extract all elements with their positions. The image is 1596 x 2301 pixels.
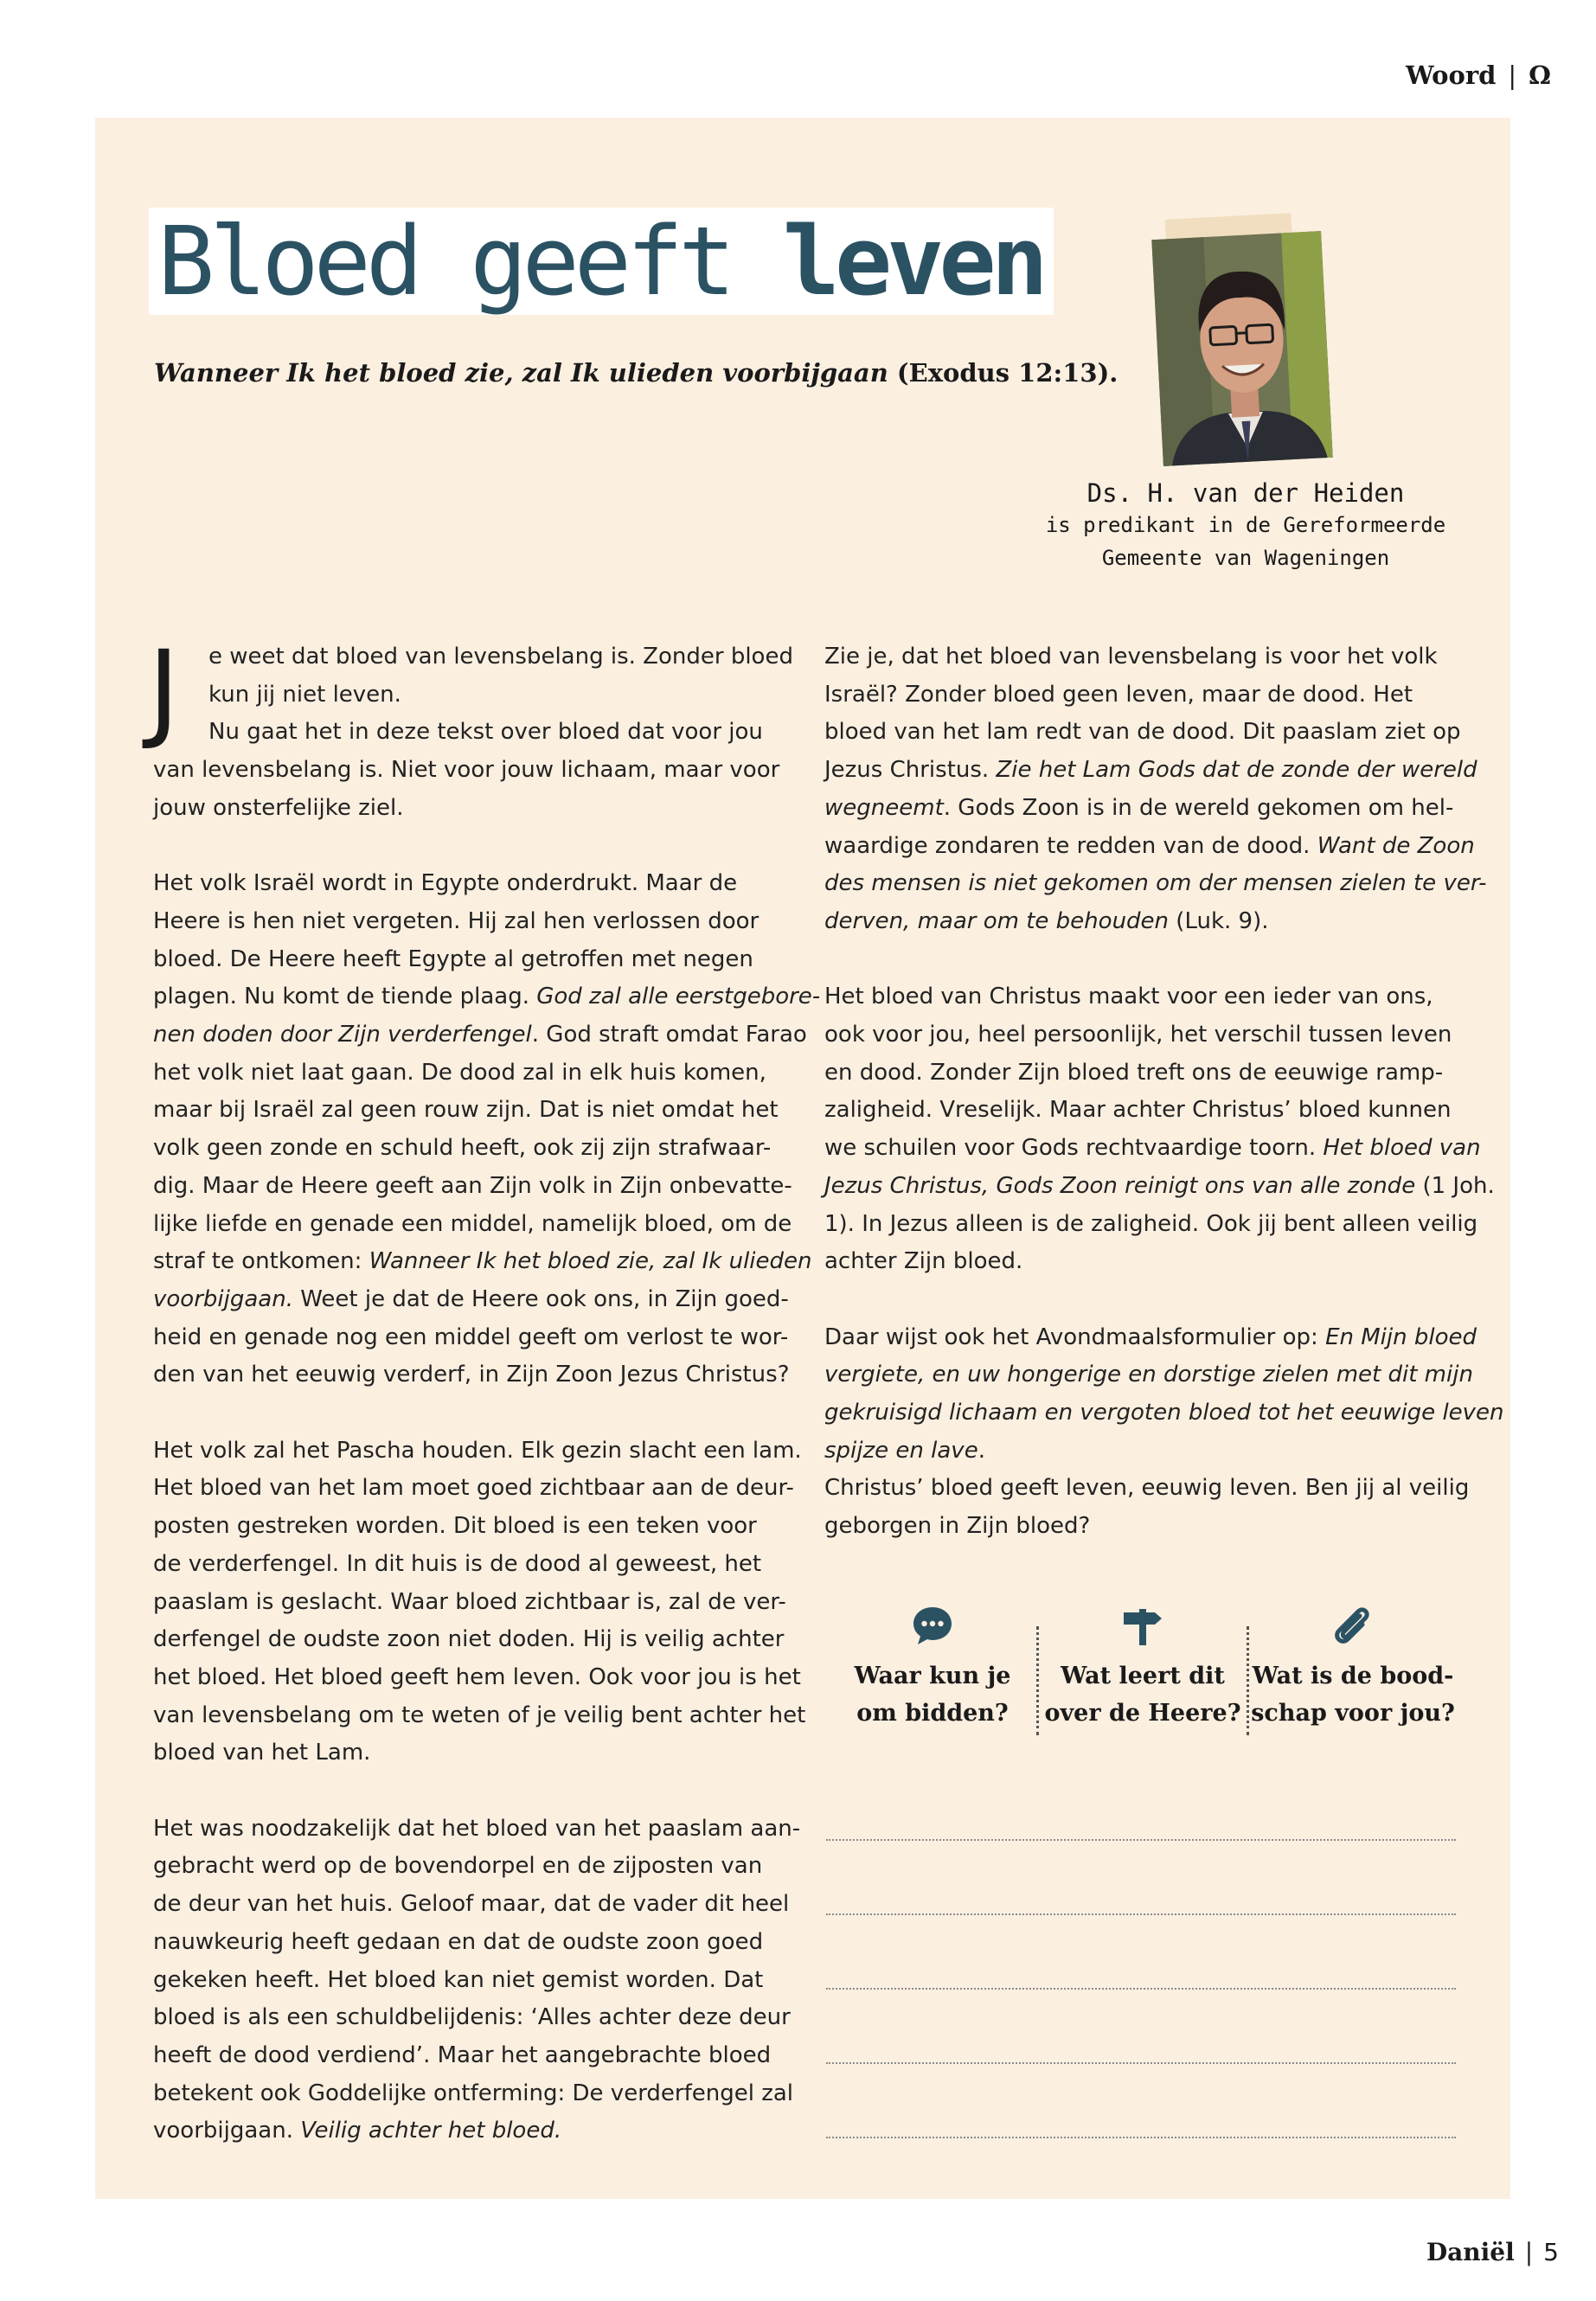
text-run: we schuilen voor Gods rechtvaardige toorn. <box>824 1135 1324 1162</box>
question-pray <box>829 1604 1036 1742</box>
text-line: Het volk zal het Pascha houden. Elk gezin slacht een lam. <box>153 1437 802 1464</box>
text-run: . Gods Zoon is in de wereld gekomen om hel- <box>943 794 1454 821</box>
italic-run: En Mijn bloed <box>1325 1324 1477 1350</box>
signpost-icon <box>1120 1604 1165 1649</box>
page-title <box>157 206 1043 317</box>
title-box <box>149 208 1054 315</box>
text-line: paaslam is geslacht. Waar bloed zichtbaar is, zal de ver- <box>153 1588 786 1615</box>
italic-run: spijze en lave <box>824 1437 978 1464</box>
text-line: lijke liefde en genade een middel, namelijk bloed, om de <box>153 1210 792 1237</box>
text-line <box>824 1130 1481 1168</box>
section-tag <box>1406 61 1551 90</box>
italic-run: nen doden door Zijn verderfengel <box>153 1022 532 1048</box>
italic-run: vergiete, en uw hongerige en dorstige zielen met dit mijn <box>824 1362 1473 1388</box>
text-line: betekent ook Goddelijke ontferming: De verderfengel zal <box>153 2080 794 2106</box>
body-column-left <box>148 628 821 2150</box>
text-line <box>824 790 1460 828</box>
answer-line[interactable] <box>826 1988 1456 1990</box>
author-role-line-2: Gemeente van Wageningen <box>1101 546 1390 570</box>
paragraph-4 <box>153 1811 801 2150</box>
text-line: achter Zijn bloed. <box>824 1248 1023 1275</box>
page-number: 5 <box>1543 2238 1559 2266</box>
text-line <box>824 752 1477 790</box>
text-run: (1 Joh. <box>1415 1172 1495 1199</box>
text-line: bloed. De Heere heeft Egypte al getroffen met negen <box>153 945 753 972</box>
text-line: ook voor jou, heel persoonlijk, het verschil tussen leven <box>824 1022 1452 1048</box>
text-line: de verderfengel. In dit huis is de dood al geweest, het <box>153 1550 762 1577</box>
italic-run: des mensen is niet gekomen om der mensen zielen te ver- <box>824 870 1487 897</box>
text-line <box>824 828 1475 866</box>
text-line: dig. Maar de Heere geeft aan Zijn volk in Zijn onbevatte- <box>153 1172 792 1199</box>
text-run: (Luk. 9). <box>1169 907 1269 934</box>
text-line <box>153 978 821 1016</box>
paragraph-1 <box>148 628 793 828</box>
chat-bubble-icon <box>910 1604 955 1649</box>
text-line: het volk niet laat gaan. De dood zal in elk huis komen, <box>153 1059 766 1086</box>
author-role-line-1: is predikant in de Gereformeerde <box>1045 513 1446 537</box>
text-run: Daar wijst ook het Avondmaalsformulier op: <box>824 1324 1326 1350</box>
text-line: van levensbelang is. Niet voor jouw lichaam, maar voor <box>153 757 780 784</box>
question-line: Waar kun je <box>854 1663 1011 1689</box>
question-learn <box>1039 1604 1247 1742</box>
italic-run: Zie het Lam Gods dat de zonde der wereld <box>996 757 1477 784</box>
section-label: Woord <box>1405 61 1497 90</box>
text-line: nauwkeurig heeft gedaan en dat de oudste zoon goed <box>153 1928 764 1955</box>
footer-separator: | <box>1524 2238 1534 2266</box>
answer-line[interactable] <box>826 1913 1456 1915</box>
text-line <box>824 1319 1477 1357</box>
bible-verse <box>154 358 1118 388</box>
italic-run: Wanneer Ik het bloed zie, zal Ik ulieden <box>369 1248 812 1275</box>
question-line: Wat leert dit <box>1061 1663 1225 1689</box>
paperclip-icon <box>1330 1604 1375 1649</box>
italic-run: Veilig achter het bloed. <box>300 2118 562 2144</box>
text-line: heeft de dood verdiend’. Maar het aangebrachte bloed <box>153 2041 772 2068</box>
drop-cap: J <box>148 628 180 753</box>
text-line: gekeken heeft. Het bloed kan niet gemist worden. Dat <box>153 1966 764 1993</box>
text-line: bloed van het lam redt van de dood. Dit paaslam ziet op <box>824 719 1461 746</box>
text-line: jouw onsterfelijke ziel. <box>153 794 404 821</box>
text-line: maar bij Israël zal geen rouw zijn. Dat is niet omdat het <box>153 1097 779 1124</box>
italic-run: wegneemt <box>824 794 944 821</box>
reflection-questions <box>829 1604 1457 1742</box>
answer-line[interactable] <box>826 2062 1456 2064</box>
verse-text: Wanneer Ik het bloed zie, zal Ik ulieden voorbijgaan <box>154 358 888 388</box>
text-line <box>153 2112 781 2150</box>
author-name: Ds. H. van der Heiden <box>1086 478 1405 508</box>
text-line <box>824 1356 1473 1394</box>
text-line: de deur van het huis. Geloof maar, dat de vader dit heel <box>153 1891 790 1918</box>
text-run: voorbijgaan. <box>153 2118 301 2144</box>
text-run: waardige zondaren te redden van de dood. <box>824 832 1317 859</box>
paragraph-2 <box>153 865 821 1394</box>
omega-icon: Ω <box>1529 61 1551 90</box>
answer-line[interactable] <box>826 1839 1456 1841</box>
text-line: bloed van het Lam. <box>153 1740 371 1766</box>
text-line <box>824 1433 1460 1471</box>
text-line <box>824 903 1460 941</box>
text-line: posten gestreken worden. Dit bloed is een teken voor <box>153 1513 757 1540</box>
author-photo <box>1151 231 1332 466</box>
italic-run: Het bloed van <box>1323 1135 1481 1162</box>
italic-run: Jezus Christus, Gods Zoon reinigt ons van alle zonde <box>824 1172 1416 1199</box>
text-line <box>153 1243 812 1281</box>
italic-run: God zal alle eerstgebore- <box>536 984 821 1010</box>
text-run: plagen. Nu komt de tiende plaag. <box>153 984 537 1010</box>
paragraph-6 <box>824 978 1495 1281</box>
answer-line[interactable] <box>826 2137 1456 2138</box>
text-line: van levensbelang om te weten of je veilig bent achter het <box>153 1702 806 1728</box>
paragraph-3 <box>153 1433 806 1772</box>
text-run: . God straft omdat Farao <box>531 1022 807 1048</box>
text-line: e weet dat bloed van levensbelang is. Zonder bloed <box>208 644 793 670</box>
text-line: Zie je, dat het bloed van levensbelang is voor het volk <box>824 644 1438 670</box>
text-line: Het was noodzakelijk dat het bloed van het paaslam aan- <box>153 1815 801 1842</box>
text-line: Israël? Zonder bloed geen leven, maar de dood. Het <box>824 681 1413 708</box>
text-line: gebracht werd op de bovendorpel en de zijposten van <box>153 1853 763 1880</box>
text-line <box>153 1281 789 1319</box>
question-text <box>855 1657 1011 1732</box>
author-caption <box>1029 478 1462 574</box>
italic-run: voorbijgaan. <box>153 1285 293 1312</box>
title-part-1: Bloed geeft <box>157 206 731 317</box>
text-line: geborgen in Zijn bloed? <box>824 1513 1091 1540</box>
question-line: over de Heere? <box>1044 1700 1241 1727</box>
text-line: Het bloed van Christus maakt voor een ieder van ons, <box>824 984 1433 1010</box>
italic-run: derven, maar om te behouden <box>824 907 1170 934</box>
text-line: heid en genade nog een middel geeft om verlost te wor- <box>153 1324 789 1350</box>
question-message <box>1249 1604 1457 1742</box>
verse-reference: (Exodus 12:13). <box>896 358 1118 388</box>
text-line: kun jij niet leven. <box>208 681 401 708</box>
text-line: het bloed. Het bloed geeft hem leven. Ook voor jou is het <box>153 1663 801 1690</box>
text-line: Heere is hen niet vergeten. Hij zal hen verlossen door <box>153 907 760 934</box>
text-line <box>153 1016 807 1054</box>
text-run: . <box>977 1437 985 1464</box>
text-line: Nu gaat het in deze tekst over bloed dat voor jou <box>208 719 763 746</box>
text-line: zaligheid. Vreselijk. Maar achter Christus’ bloed kunnen <box>824 1097 1452 1124</box>
text-line: volk geen zonde en schuld heeft, ook zij zijn strafwaar- <box>153 1135 772 1162</box>
magazine-name: Daniël <box>1426 2238 1515 2266</box>
text-line: bloed is als een schuldbelijdenis: ‘Alles achter deze deur <box>153 2004 791 2031</box>
italic-run: Want de Zoon <box>1317 832 1475 859</box>
italic-run: gekruisigd lichaam en vergoten bloed tot het eeuwige leven <box>824 1400 1504 1426</box>
text-line: Het bloed van het lam moet goed zichtbaar aan de deur- <box>153 1475 794 1502</box>
text-line <box>824 1168 1495 1206</box>
text-line: en dood. Zonder Zijn bloed treft ons de eeuwige ramp- <box>824 1059 1444 1086</box>
text-line: 1). In Jezus alleen is de zaligheid. Ook jij bent alleen veilig <box>824 1210 1478 1237</box>
text-line: derfengel de oudste zoon niet doden. Hij is veilig achter <box>153 1626 785 1653</box>
section-separator: | <box>1508 61 1517 90</box>
question-line: schap voor jou? <box>1251 1700 1455 1727</box>
text-line: Christus’ bloed geeft leven, eeuwig leven. Ben jij al veilig <box>824 1475 1470 1502</box>
question-line: om bidden? <box>856 1700 1009 1727</box>
paragraph-7 <box>824 1319 1504 1546</box>
text-run: Jezus Christus. <box>824 757 997 784</box>
text-line: Het volk Israël wordt in Egypte onderdrukt. Maar de <box>153 870 738 897</box>
text-line <box>824 1394 1504 1433</box>
question-line: Wat is de bood- <box>1252 1663 1454 1689</box>
title-part-2: leven <box>782 206 1043 317</box>
author-portrait-icon <box>1151 231 1332 466</box>
text-run: straf te ontkomen: <box>153 1248 369 1275</box>
question-text <box>1044 1657 1240 1732</box>
text-run: Weet je dat de Heere ook ons, in Zijn goed- <box>292 1285 789 1312</box>
body-column-right <box>824 638 1504 1546</box>
text-line <box>824 865 1487 903</box>
page-footer <box>1426 2238 1559 2266</box>
question-text <box>1251 1657 1455 1732</box>
text-line: den van het eeuwig verderf, in Zijn Zoon Jezus Christus? <box>153 1362 790 1388</box>
paragraph-5 <box>824 638 1487 941</box>
